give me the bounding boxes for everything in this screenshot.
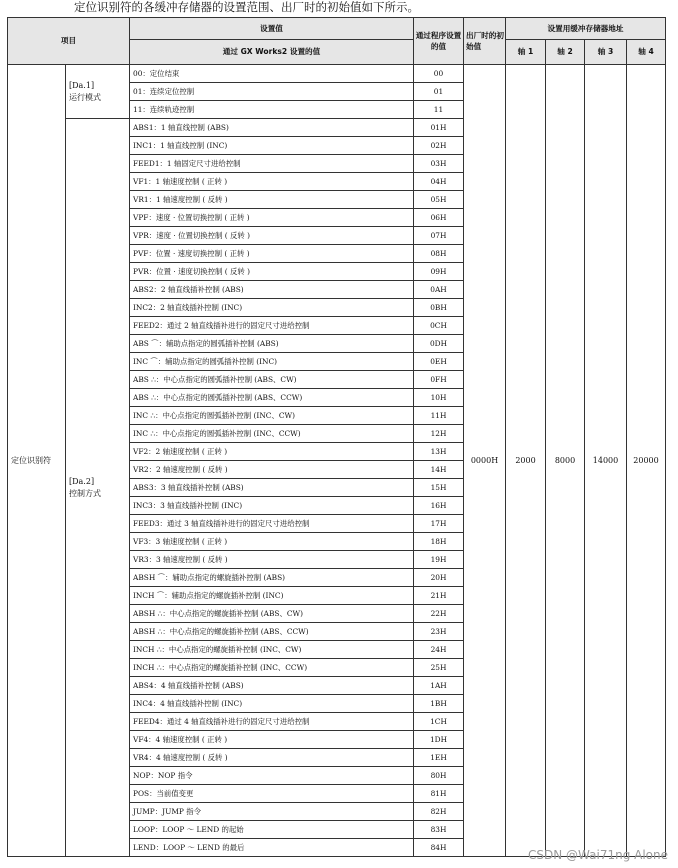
setting-description: VR3：3 轴速度控制 ( 反转 ) <box>130 551 414 569</box>
program-value: 01H <box>414 119 464 137</box>
program-value: 1EH <box>414 749 464 767</box>
setting-description: ABS ∴：中心点指定的圆弧插补控制 (ABS、CW) <box>130 371 414 389</box>
program-value: 80H <box>414 767 464 785</box>
setting-description: VF1：1 轴速度控制 ( 正转 ) <box>130 173 414 191</box>
program-value: 20H <box>414 569 464 587</box>
program-value: 82H <box>414 803 464 821</box>
setting-description: INC1：1 轴直线控制 (INC) <box>130 137 414 155</box>
setting-description: FEED2：通过 2 轴直线插补进行的固定尺寸进给控制 <box>130 317 414 335</box>
program-value: 1CH <box>414 713 464 731</box>
program-value: 81H <box>414 785 464 803</box>
setting-description: INCH ∴：中心点指定的螺旋插补控制 (INC、CCW) <box>130 659 414 677</box>
setting-description: LEND：LOOP ～ LEND 的最后 <box>130 839 414 857</box>
program-value: 25H <box>414 659 464 677</box>
program-value: 03H <box>414 155 464 173</box>
watermark: CSDN @Wai71ng Alone <box>528 848 668 862</box>
setting-description: INC2：2 轴直线插补控制 (INC) <box>130 299 414 317</box>
setting-description: ABS3：3 轴直线插补控制 (ABS) <box>130 479 414 497</box>
program-value: 1BH <box>414 695 464 713</box>
group-name: [Da.1] 运行模式 <box>66 65 130 119</box>
program-value: 08H <box>414 245 464 263</box>
axis-1-address: 2000 <box>506 65 546 857</box>
setting-description: JUMP：JUMP 指令 <box>130 803 414 821</box>
setting-description: FEED1：1 轴固定尺寸进给控制 <box>130 155 414 173</box>
program-value: 1AH <box>414 677 464 695</box>
setting-description: FEED4：通过 4 轴直线插补进行的固定尺寸进给控制 <box>130 713 414 731</box>
program-value: 19H <box>414 551 464 569</box>
program-value: 18H <box>414 533 464 551</box>
setting-description: INC3：3 轴直线插补控制 (INC) <box>130 497 414 515</box>
setting-description: ABSH ∴：中心点指定的螺旋插补控制 (ABS、CW) <box>130 605 414 623</box>
program-value: 0AH <box>414 281 464 299</box>
factory-initial-value: 0000H <box>464 65 506 857</box>
group-name: [Da.2] 控制方式 <box>66 119 130 857</box>
header-item: 项目 <box>8 18 130 65</box>
setting-description: PVR：位置 · 速度切换控制 ( 反转 ) <box>130 263 414 281</box>
program-value: 24H <box>414 641 464 659</box>
header-program-value: 通过程序设置的值 <box>414 18 464 65</box>
program-value: 16H <box>414 497 464 515</box>
program-value: 22H <box>414 605 464 623</box>
header-setting-value: 设置值 <box>130 18 414 40</box>
setting-description: 11：连续轨迹控制 <box>130 101 414 119</box>
program-value: 14H <box>414 461 464 479</box>
setting-description: INCH ∴：中心点指定的螺旋插补控制 (INC、CW) <box>130 641 414 659</box>
setting-description: ABS4：4 轴直线插补控制 (ABS) <box>130 677 414 695</box>
setting-description: VR1：1 轴速度控制 ( 反转 ) <box>130 191 414 209</box>
setting-description: VF3：3 轴速度控制 ( 正转 ) <box>130 533 414 551</box>
header-axis-3: 轴 3 <box>585 40 627 65</box>
setting-description: FEED3：通过 3 轴直线插补进行的固定尺寸进给控制 <box>130 515 414 533</box>
program-value: 13H <box>414 443 464 461</box>
setting-description: INC4：4 轴直线插补控制 (INC) <box>130 695 414 713</box>
setting-description: VPF：速度 · 位置切换控制 ( 正转 ) <box>130 209 414 227</box>
setting-description: VR4：4 轴速度控制 ( 反转 ) <box>130 749 414 767</box>
setting-description: 00：定位结束 <box>130 65 414 83</box>
program-value: 0FH <box>414 371 464 389</box>
program-value: 84H <box>414 839 464 857</box>
program-value: 17H <box>414 515 464 533</box>
program-value: 0BH <box>414 299 464 317</box>
program-value: 23H <box>414 623 464 641</box>
setting-description: VF2：2 轴速度控制 ( 正转 ) <box>130 443 414 461</box>
program-value: 1DH <box>414 731 464 749</box>
program-value: 21H <box>414 587 464 605</box>
setting-description: INC ⌒：辅助点指定的圆弧插补控制 (INC) <box>130 353 414 371</box>
setting-description: ABS ∴：中心点指定的圆弧插补控制 (ABS、CCW) <box>130 389 414 407</box>
setting-description: POS：当前值变更 <box>130 785 414 803</box>
program-value: 0DH <box>414 335 464 353</box>
program-value: 06H <box>414 209 464 227</box>
program-value: 0EH <box>414 353 464 371</box>
setting-description: LOOP：LOOP ～ LEND 的起始 <box>130 821 414 839</box>
setting-description: VR2：2 轴速度控制 ( 反转 ) <box>130 461 414 479</box>
program-value: 15H <box>414 479 464 497</box>
setting-description: ABSH ⌒：辅助点指定的螺旋插补控制 (ABS) <box>130 569 414 587</box>
intro-text: 定位识别符的各缓冲存储器的设置范围、出厂时的初始值如下所示。 <box>74 0 419 14</box>
setting-description: VPR：速度 · 位置切换控制 ( 反转 ) <box>130 227 414 245</box>
program-value: 11 <box>414 101 464 119</box>
program-value: 83H <box>414 821 464 839</box>
header-axis-1: 轴 1 <box>506 40 546 65</box>
header-axis-2: 轴 2 <box>546 40 585 65</box>
program-value: 11H <box>414 407 464 425</box>
setting-description: ABSH ∴：中心点指定的螺旋插补控制 (ABS、CCW) <box>130 623 414 641</box>
program-value: 07H <box>414 227 464 245</box>
setting-description: ABS1：1 轴直线控制 (ABS) <box>130 119 414 137</box>
axis-2-address: 8000 <box>546 65 585 857</box>
setting-description: NOP：NOP 指令 <box>130 767 414 785</box>
header-axis-4: 轴 4 <box>627 40 666 65</box>
program-value: 04H <box>414 173 464 191</box>
program-value: 02H <box>414 137 464 155</box>
setting-table <box>7 17 666 857</box>
setting-description: ABS ⌒：辅助点指定的圆弧插补控制 (ABS) <box>130 335 414 353</box>
setting-description: PVF：位置 · 速度切换控制 ( 正转 ) <box>130 245 414 263</box>
axis-4-address: 20000 <box>627 65 666 857</box>
program-value: 01 <box>414 83 464 101</box>
setting-description: INC ∴：中心点指定的圆弧插补控制 (INC、CCW) <box>130 425 414 443</box>
header-gxworks-value: 通过 GX Works2 设置的值 <box>130 40 414 65</box>
item-name: 定位识别符 <box>8 65 66 857</box>
header-buffer-address: 设置用缓冲存储器地址 <box>506 18 666 40</box>
setting-description: VF4：4 轴速度控制 ( 正转 ) <box>130 731 414 749</box>
program-value: 10H <box>414 389 464 407</box>
setting-description: ABS2：2 轴直线插补控制 (ABS) <box>130 281 414 299</box>
table-row <box>8 65 666 83</box>
program-value: 0CH <box>414 317 464 335</box>
program-value: 09H <box>414 263 464 281</box>
program-value: 00 <box>414 65 464 83</box>
program-value: 05H <box>414 191 464 209</box>
setting-description: INC ∴：中心点指定的圆弧插补控制 (INC、CW) <box>130 407 414 425</box>
header-factory-initial: 出厂时的初始值 <box>464 18 506 65</box>
program-value: 12H <box>414 425 464 443</box>
axis-3-address: 14000 <box>585 65 627 857</box>
setting-description: INCH ⌒：辅助点指定的螺旋插补控制 (INC) <box>130 587 414 605</box>
setting-description: 01：连续定位控制 <box>130 83 414 101</box>
